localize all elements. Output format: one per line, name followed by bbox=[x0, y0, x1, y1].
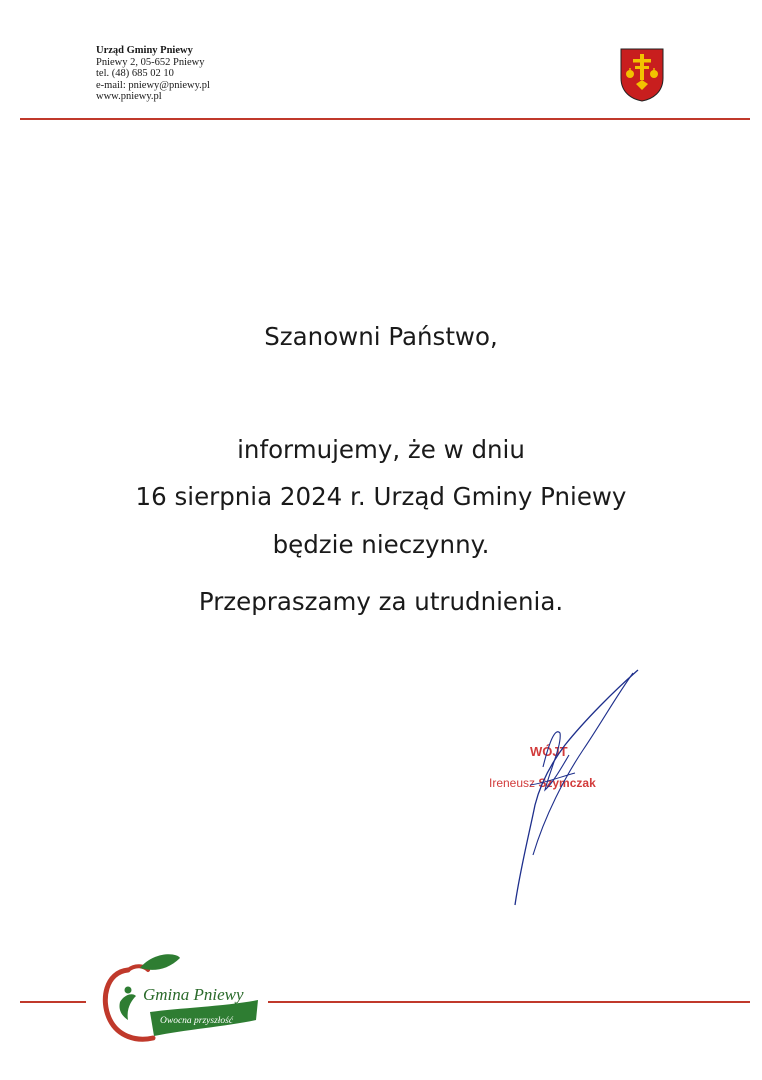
footer-divider-right bbox=[268, 1001, 750, 1003]
org-address: Pniewy 2, 05-652 Pniewy bbox=[96, 56, 205, 68]
stamp-first-name: Ireneusz bbox=[489, 776, 536, 790]
org-email: e-mail: pniewy@pniewy.pl bbox=[96, 79, 210, 91]
stamp-last-name: Szymczak bbox=[538, 776, 596, 790]
header-contact bbox=[96, 45, 210, 103]
coat-of-arms-icon bbox=[620, 48, 664, 102]
org-phone: tel. (48) 685 02 10 bbox=[96, 68, 174, 80]
org-name: Urząd Gminy Pniewy bbox=[96, 45, 193, 56]
stamp-title: WÓJT bbox=[530, 744, 568, 759]
letter-line-2: 16 sierpnia 2024 r. Urząd Gminy Pniewy bbox=[135, 482, 627, 511]
logo-tagline: Owocna przyszłość bbox=[160, 1016, 234, 1026]
header-divider bbox=[20, 118, 750, 120]
handwritten-signature bbox=[505, 665, 645, 910]
footer-divider-left bbox=[20, 1001, 86, 1003]
org-website: www.pniewy.pl bbox=[96, 91, 162, 103]
letter-line-3: będzie nieczynny. bbox=[272, 530, 490, 559]
letter-line-1: informujemy, że w dniu bbox=[237, 435, 525, 464]
letter-greeting: Szanowni Państwo, bbox=[264, 322, 498, 351]
logo-title: Gmina Pniewy bbox=[143, 985, 244, 1004]
letter-line-4: Przepraszamy za utrudnienia. bbox=[198, 587, 564, 616]
